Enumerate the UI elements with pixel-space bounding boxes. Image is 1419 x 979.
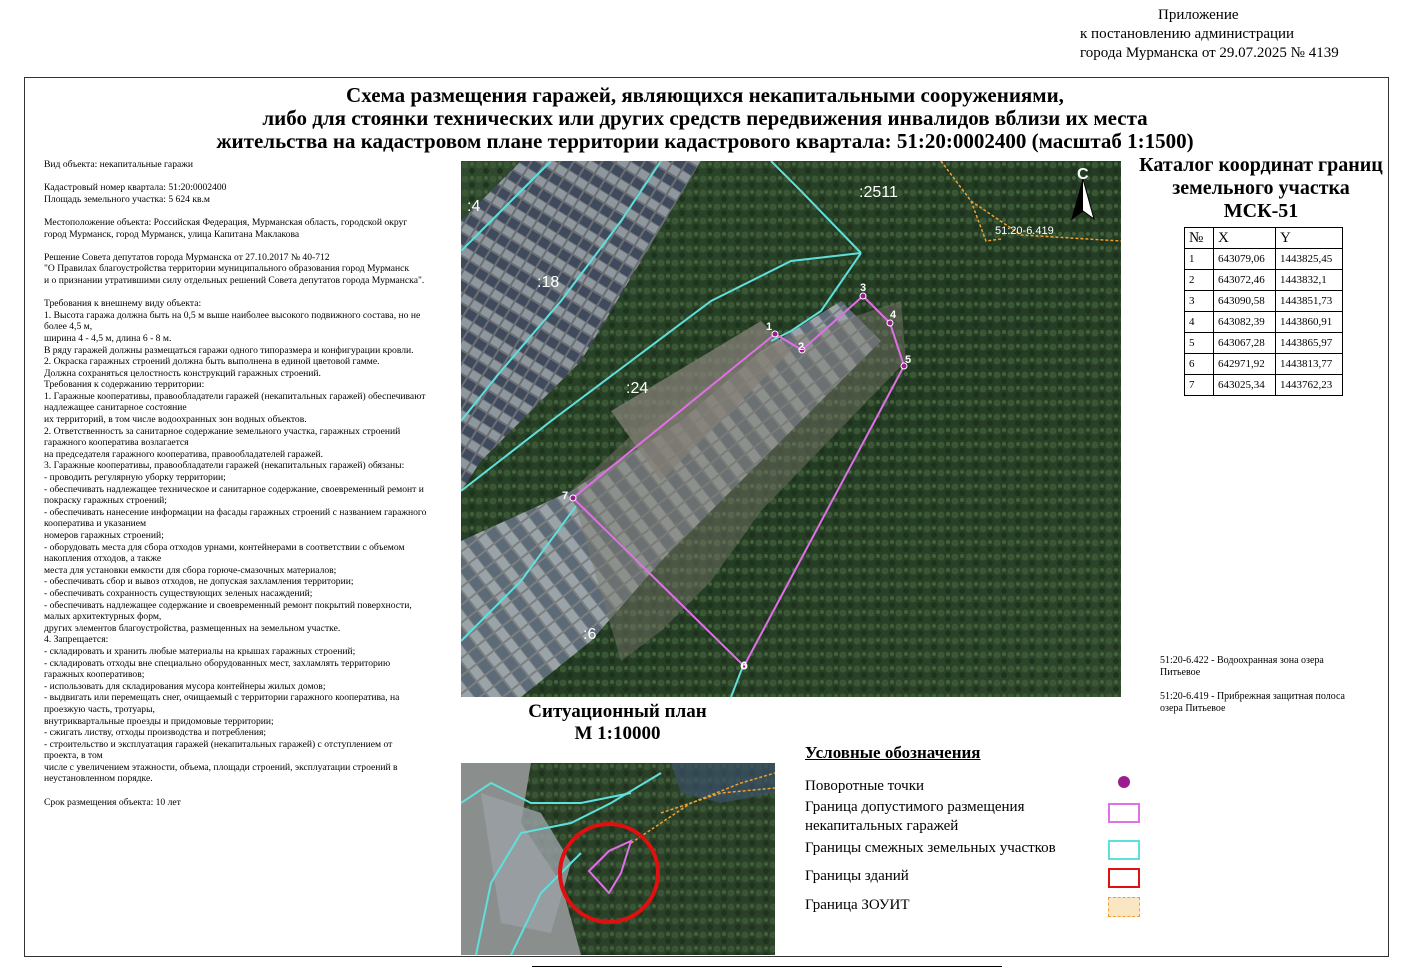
table-row xyxy=(1185,354,1343,375)
header-y: Y xyxy=(1276,228,1343,249)
cell-y: 1443832,1 xyxy=(1276,270,1343,291)
cell-y: 1443851,73 xyxy=(1276,291,1343,312)
legend-label-buildings: Границы зданий xyxy=(805,868,909,884)
object-type-text: Вид объекта: некапитальные гаражи xyxy=(44,159,194,170)
cell-y: 1443813,77 xyxy=(1276,354,1343,375)
coordinates-table xyxy=(1184,227,1343,396)
parcel-label-6: :6 xyxy=(583,626,597,643)
catalog-title-line1: Каталог координат границ xyxy=(1139,154,1383,176)
cell-x: 643090,58 xyxy=(1214,291,1276,312)
catalog-title-line2: земельного участка xyxy=(1172,177,1350,199)
object-info xyxy=(44,159,454,820)
situational-map[interactable] xyxy=(461,763,775,955)
cell-num: 7 xyxy=(1185,375,1214,396)
cell-num: 5 xyxy=(1185,333,1214,354)
cell-num: 2 xyxy=(1185,270,1214,291)
situational-title-line2: М 1:10000 xyxy=(574,723,661,744)
cell-x: 643025,34 xyxy=(1214,375,1276,396)
cell-x: 643072,46 xyxy=(1214,270,1276,291)
legend-label-zouit: Граница ЗОУИТ xyxy=(805,897,910,913)
page-title xyxy=(120,84,1290,153)
situational-map-svg xyxy=(461,763,775,955)
header-note-line1: Приложение xyxy=(1158,7,1239,23)
table-header-row xyxy=(1185,228,1343,249)
zone-label-6419: 51:20-6.419 xyxy=(995,225,1054,237)
building-boundary-icon xyxy=(1108,868,1140,888)
cell-num: 4 xyxy=(1185,312,1214,333)
point-label-3: 3 xyxy=(860,282,867,294)
point-label-4: 4 xyxy=(890,309,897,321)
parcel-label-18: :18 xyxy=(537,274,560,291)
point-label-7: 7 xyxy=(562,490,569,502)
table-row xyxy=(1185,375,1343,396)
compass-letter: С xyxy=(1077,166,1089,183)
cell-y: 1443825,45 xyxy=(1276,249,1343,270)
cell-num: 6 xyxy=(1185,354,1214,375)
bottom-rule xyxy=(532,966,1002,967)
parcel-label-24: :24 xyxy=(626,380,649,397)
zone-notes xyxy=(1160,655,1380,727)
parcel-label-4: :4 xyxy=(467,198,481,215)
header-note-line2: к постановлению администрации xyxy=(1080,26,1295,42)
point-label-1: 1 xyxy=(766,321,773,333)
catalog-title-line3: МСК-51 xyxy=(1223,200,1299,222)
cell-y: 1443762,23 xyxy=(1276,375,1343,396)
zone-note-6419: 51:20-6.419 - Прибрежная защитная полоса озера Питьевое xyxy=(1160,691,1345,714)
turning-point-icon xyxy=(1118,776,1130,788)
cell-y: 1443860,91 xyxy=(1276,312,1343,333)
zouit-boundary-icon xyxy=(1108,897,1140,917)
legend-title: Условные обозначения xyxy=(805,743,981,762)
table-row xyxy=(1185,312,1343,333)
cell-y: 1443865,97 xyxy=(1276,333,1343,354)
catalog-title xyxy=(1130,154,1392,223)
title-line1: Схема размещения гаражей, являющихся некапитальными сооружениями, xyxy=(346,83,1064,107)
legend-label-adjacent: Границы смежных земельных участков xyxy=(805,840,1056,856)
cell-num: 1 xyxy=(1185,249,1214,270)
title-line3: жительства на кадастровом плане территории кадастрового квартала: 51:20:0002400 (масштаб 1:1500) xyxy=(216,129,1194,153)
zone-note-6422: 51:20-6.422 - Водоохранная зона озера Питьевое xyxy=(1160,655,1324,678)
cadastral-map[interactable] xyxy=(461,161,1121,697)
requirements-text: Требования к внешнему виду объекта: 1. Высота гаража должна быть на 0,5 м выше наиболее высокого подвижного состава, но не более 4,5 м, ширина 4 - 4,5 м, длина 6 - 8 м. В ряду гаражей должны размещаться гаражи одного типоразмера и конфигурации кровли. 2. Окраска гаражных строений должна быть выполнена в единой цветовой гамме. Должна сохраняться целостность конструкций гаражных строений. Требования к содержанию территории: 1. Гаражные кооперативы, правообладатели гаражей (некапитальных гаражей) обеспечивают надлежащее санитарное состояние их территорий, в том числе водоохранных зон водных объектов. 2. Ответственность за санитарное содержание земельного участка, гаражных строений гаражного кооператива возлагается на председателя гаражного кооператива, правообладателей гаражей. 3. Гаражные кооперативы, правообладатели гаражей (некапитальных гаражей) обязаны: - проводить регулярную уборку территории; - обеспечивать надлежащее техническое и санитарное содержание, своевременный ремонт и покраску гаражных строений; - обеспечивать нанесение информации на фасады гаражных строений с названием гаражного кооператива и указанием номеров гаражных строений; - оборудовать места для сбора отходов урнами, контейнерами в соответствии с объемом накопления отходов, а также места для установки емкости для сбора горюче-смазочных материалов; - обеспечивать сбор и вывоз отходов, не допуская захламления территории; - обеспечивать сохранность существующих зеленых насаждений; - обеспечивать надлежащее содержание и своевременный ремонт покрытий поверхности, малых архитектурных форм, других элементов благоустройства, размещенных на земельном участке. 4. Запрещается: - складировать и хранить любые материалы на крышах гаражных строений; - складировать отходы вне специально оборудованных мест, захламлять территорию гаражных кооперативов; - использовать для складирования мусора контейнеры жилых домов; - выдвигать или перемещать снег, очищаемый с территории гаражного кооператива, на проезжую часть, тротуары, внутриквартальные проезды и придомовые территории; - сжигать листву, отходы производства и потребления; - строительство и эксплуатация гаражей (некапитальных гаражей) с отступлением от проекта, в том числе с увеличением этажности, объема, площади строений, эксплуатации строений в неустановленном порядке. xyxy=(44,298,427,785)
header-note xyxy=(1080,6,1400,63)
turning-point-7 xyxy=(570,495,576,501)
table-row xyxy=(1185,333,1343,354)
turning-point-1 xyxy=(772,331,778,337)
cell-num: 3 xyxy=(1185,291,1214,312)
situational-plan-title xyxy=(500,701,735,745)
table-row xyxy=(1185,249,1343,270)
term-text: Срок размещения объекта: 10 лет xyxy=(44,796,181,808)
point-label-5: 5 xyxy=(905,354,912,366)
cell-x: 643079,06 xyxy=(1214,249,1276,270)
cadastral-text: Кадастровый номер квартала: 51:20:0002400 Площадь земельного участка: 5 624 кв.м xyxy=(44,182,227,205)
point-label-6: 6 xyxy=(741,660,748,672)
location-text: Местоположение объекта: Российская Федерация, Мурманская область, городской округ город Мурманск, город Мурманск, улица Капитана Маклакова xyxy=(44,216,408,240)
point-label-2: 2 xyxy=(798,341,805,353)
table-row xyxy=(1185,270,1343,291)
legend-label-turning-points: Поворотные точки xyxy=(805,778,925,794)
header-x: X xyxy=(1214,228,1276,249)
cell-x: 643082,39 xyxy=(1214,312,1276,333)
legend-label-garage-boundary: Граница допустимого размещения некапитальных гаражей xyxy=(805,799,1025,834)
title-line2: либо для стоянки технических или других средств передвижения инвалидов вблизи их места xyxy=(262,106,1148,130)
decision-text: Решение Совета депутатов города Мурманска от 27.10.2017 № 40-712 "О Правилах благоустройства территории муниципального образования город Мурманск и о признании утратившими силу отдельных решений Совета депутатов города Мурманска". xyxy=(44,251,425,286)
header-note-line3: города Мурманска от 29.07.2025 № 4139 xyxy=(1080,45,1339,61)
cell-x: 643067,28 xyxy=(1214,333,1276,354)
parcel-label-2511: :2511 xyxy=(859,184,898,201)
garage-boundary-icon xyxy=(1108,803,1140,823)
table-row xyxy=(1185,291,1343,312)
cell-x: 642971,92 xyxy=(1214,354,1276,375)
situational-title-line1: Ситуационный план xyxy=(528,701,707,722)
adjacent-parcel-icon xyxy=(1108,840,1140,860)
header-num: № xyxy=(1185,228,1214,249)
cadastral-map-svg xyxy=(461,161,1121,697)
